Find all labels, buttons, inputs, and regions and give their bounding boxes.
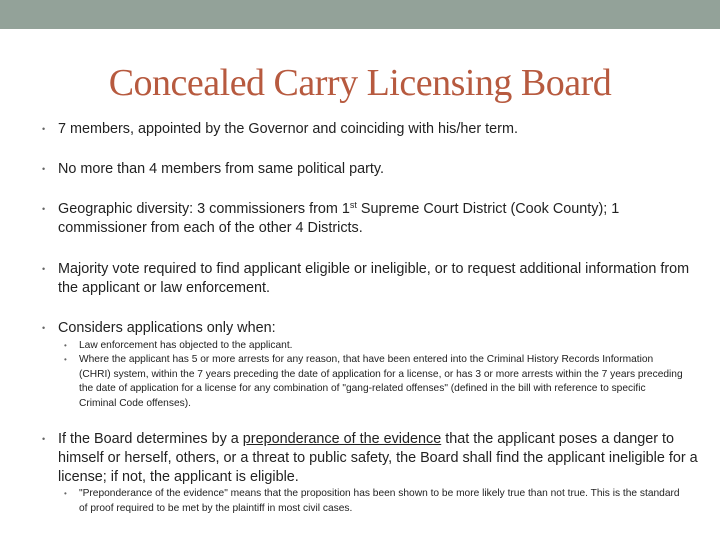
bullet-geographic-diversity (58, 200, 698, 238)
ordinal-suffix: st (349, 200, 357, 210)
sub-bullet-law-enforcement: • Law enforcement has objected to the applicant. (79, 339, 685, 354)
preponderance-underlined-text: preponderance of the evidence (242, 431, 442, 447)
bullet-considers-applications: • Considers applications only when: (58, 319, 698, 338)
bullet-political-party: • No more than 4 members from same political party. (58, 160, 698, 179)
sub-bullet-arrests: • Where the applicant has 5 or more arrests for any reason, that have been entered into the Criminal History Records Information (CHRI) system, within the 7 years preceding the date of application for a license, or has 3 or more arrests within the 7 years preceding the date of application for a license for any combination of "gang-related offenses" (defined in the bill with reference to specific Criminal Code offenses). (79, 353, 685, 412)
bullet-board-text-start: If the Board determines by a (58, 431, 243, 447)
bullet-board-text-end: that the applicant poses a danger to himself or herself, others, or a threat to public safety, the Board shall find the applicant ineligible for a license; if not, the applicant is eligible. (58, 431, 698, 485)
sub-bullet-preponderance-definition: • "Preponderance of the evidence" means that the proposition has been shown to be more likely true than not true. This is the standard of proof required to be met by the plaintiff in most civil cases. (79, 487, 685, 516)
bullet-geographic-text-end: Supreme Court District (Cook County); 1 commissioner from each of the other 4 Districts. (58, 201, 620, 236)
bullet-members: • 7 members, appointed by the Governor and coinciding with his/her term. (58, 120, 698, 139)
slide-title: Concealed Carry Licensing Board (108, 62, 612, 104)
bullet-geographic-text-start: Geographic diversity: 3 commissioners from 1 (58, 201, 350, 217)
bullet-majority-vote: • Majority vote required to find applicant eligible or ineligible, or to request additional information from the applicant or law enforcement. (58, 260, 698, 298)
bullet-board-determination (58, 430, 698, 487)
